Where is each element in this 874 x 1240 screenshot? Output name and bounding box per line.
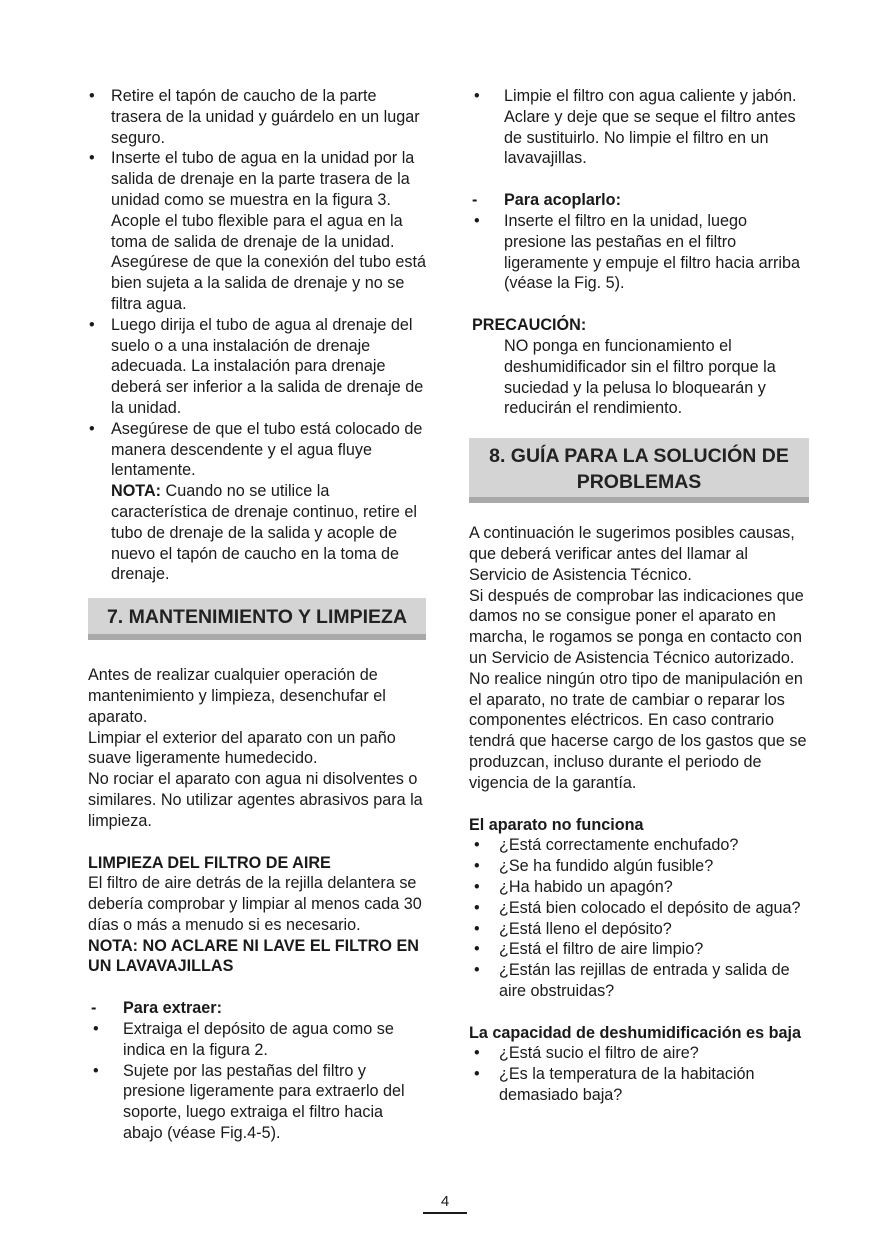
left-column <box>88 86 426 1144</box>
list-item: • ¿Está correctamente enchufado? <box>469 835 809 856</box>
attach-label: Para acoplarlo: <box>504 191 621 210</box>
problem-2-checklist <box>469 1043 809 1105</box>
section-8-heading <box>469 438 809 503</box>
clean-steps-list <box>469 86 809 169</box>
list-item: • Asegúrese de que el tubo está colocado de manera descendente y el agua fluye lentamente. <box>88 419 426 481</box>
list-item: • Inserte el tubo de agua en la unidad por la salida de drenaje en la parte trasera de la unidad como se muestra en la figura 3. Acople el tubo flexible para el agua en la toma de salida de drenaje de la unidad. Asegúrese de que la conexión del tubo está bien sujeta a la salida de drenaje y no se filtra agua. <box>88 148 426 314</box>
note-label: NOTA: <box>111 482 162 501</box>
list-item: • Sujete por las pestañas del filtro y presione ligeramente para extraerlo del soporte, luego extraiga el filtro hacia abajo (véase Fig.4-5). <box>88 1061 426 1144</box>
paragraph: Antes de realizar cualquier operación de mantenimiento y limpieza, desenchufar el aparato. <box>88 666 386 726</box>
list-item: • Limpie el filtro con agua caliente y jabón. Aclare y deje que se seque el filtro antes de sustituirlo. No limpie el filtro en un lavavajillas. <box>469 86 809 169</box>
section-8-title-line1: 8. GUÍA PARA LA SOLUCIÓN DE <box>489 445 789 468</box>
page-number: 4 <box>423 1193 467 1214</box>
extract-subheading <box>88 998 426 1019</box>
paragraph: No realice ningún otro tipo de manipulación en el aparato, no trate de cambiar o reparar los componentes eléctricos. En caso contrario tendrá que hacerse cargo de los gastos que se produzcan, incluso durante el periodo de vigencia de la garantía. <box>469 669 807 792</box>
list-item: • ¿Se ha fundido algún fusible? <box>469 856 809 877</box>
attach-subheading <box>469 190 809 211</box>
dash-marker: - <box>91 999 97 1018</box>
drain-steps-list <box>88 86 426 481</box>
list-item: • ¿Está el filtro de aire limpio? <box>469 939 809 960</box>
paragraph: A continuación le sugerimos posibles causas, que deberá verificar antes del llamar al Servicio de Asistencia Técnico. <box>469 524 795 584</box>
paragraph: No rociar el aparato con agua ni disolventes o similares. No utilizar agentes abrasivos para la limpieza. <box>88 770 423 830</box>
list-item: • ¿Está sucio el filtro de aire? <box>469 1043 809 1064</box>
list-item: • Retire el tapón de caucho de la parte trasera de la unidad y guárdelo en un lugar seguro. <box>88 86 426 148</box>
right-column <box>469 86 809 1106</box>
list-item: • Inserte el filtro en la unidad, luego presione las pestañas en el filtro ligeramente y empuje el filtro hacia arriba (véase la Fig. 5). <box>469 211 809 294</box>
dash-marker: - <box>472 191 478 210</box>
list-item: • Luego dirija el tubo de agua al drenaje del suelo o a una instalación de drenaje adecuada. La instalación para drenaje deberá ser inferior a la salida de drenaje de la unidad. <box>88 315 426 419</box>
problem-1-checklist <box>469 835 809 1001</box>
paragraph: Si después de comprobar las indicaciones que damos no se consigue poner el aparato en marcha, le rogamos se ponga en contacto con un Servicio de Asistencia Técnico autorizado. <box>469 586 804 667</box>
note-text: Cuando no se utilice la característica de drenaje continuo, retire el tubo de drenaje de la salida y acople de nuevo el tapón de caucho en la toma de drenaje. <box>111 482 417 584</box>
problem-1-heading: El aparato no funciona <box>469 815 644 834</box>
filter-text: El filtro de aire detrás de la rejilla delantera se debería comprobar y limpiar al menos cada 30 días o más a menudo si es necesario. <box>88 874 422 934</box>
attach-steps-list <box>469 211 809 294</box>
caution-text: NO ponga en funcionamiento el deshumidificador sin el filtro porque la suciedad y la pelusa lo bloquearán y reducirán el rendimiento. <box>504 336 776 418</box>
list-item: • ¿Están las rejillas de entrada y salida de aire obstruidas? <box>469 960 809 1002</box>
list-item: • ¿Está lleno el depósito? <box>469 919 809 940</box>
extract-label: Para extraer: <box>123 999 222 1018</box>
list-item: • Extraiga el depósito de agua como se indica en la figura 2. <box>88 1019 426 1061</box>
maintenance-paragraphs <box>88 665 426 831</box>
list-item: • ¿Ha habido un apagón? <box>469 877 809 898</box>
section-7-heading: 7. MANTENIMIENTO Y LIMPIEZA <box>88 598 426 640</box>
list-item: • ¿Es la temperatura de la habitación demasiado baja? <box>469 1064 809 1106</box>
extract-steps-list <box>88 1019 426 1144</box>
section-8-title-line2: PROBLEMAS <box>576 471 702 494</box>
troubleshooting-intro <box>469 523 809 793</box>
filter-warning: NOTA: NO ACLARE NI LAVE EL FILTRO EN UN LAVAVAJILLAS <box>88 936 419 976</box>
caution-label: PRECAUCIÓN: <box>472 316 587 335</box>
drain-note <box>88 481 426 585</box>
list-item: • ¿Está bien colocado el depósito de agua? <box>469 898 809 919</box>
problem-2-heading: La capacidad de deshumidificación es baja <box>469 1023 801 1042</box>
filter-heading: LIMPIEZA DEL FILTRO DE AIRE <box>88 853 331 872</box>
paragraph: Limpiar el exterior del aparato con un paño suave ligeramente humedecido. <box>88 728 396 768</box>
